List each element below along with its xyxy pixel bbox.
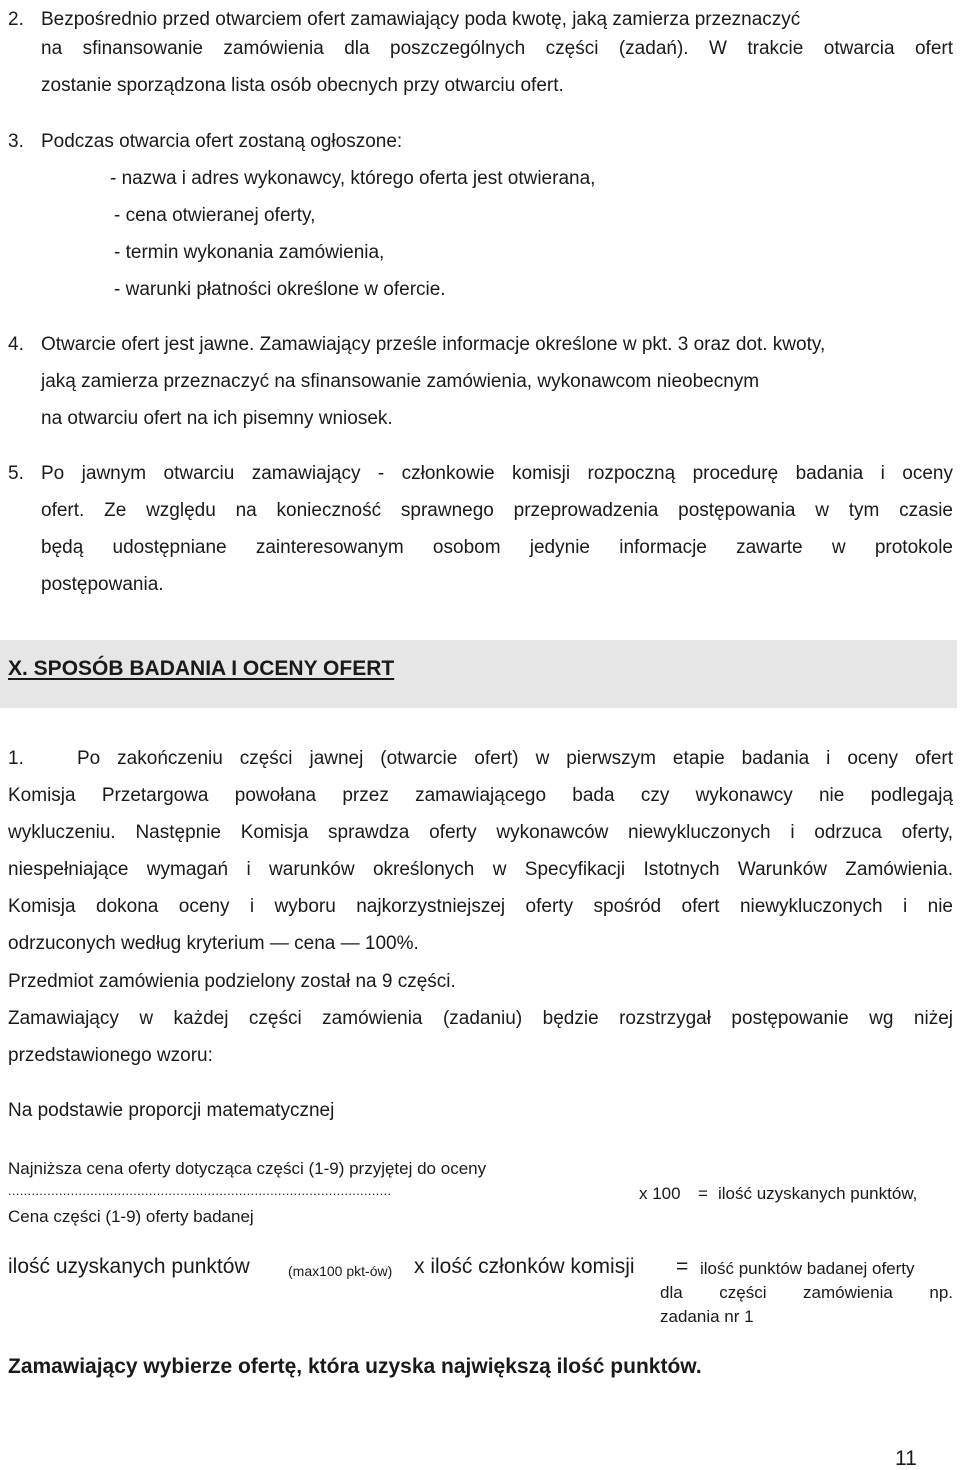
- para-1-line-7: Przedmiot zamówienia podzielony został na 9 części.: [8, 971, 456, 992]
- conclusion: Zamawiający wybierze ofertę, która uzyska największą ilość punktów.: [8, 1355, 702, 1378]
- item-3-bullet: - warunki płatności określone w ofercie.: [114, 279, 446, 300]
- item-4-line-1: Otwarcie ofert jest jawne. Zamawiający prześle informacje określone w pkt. 3 oraz dot. kwoty,: [41, 334, 826, 355]
- para-1-line-2: Komisja Przetargowa powołana przez zamawiającego bada czy wykonawcy nie podlegają: [8, 785, 953, 806]
- para-1-line-3: wykluczeniu. Następnie Komisja sprawdza oferty wykonawców niewykluczonych i odrzuca oferty,: [8, 822, 953, 843]
- formula-1-fraction-dots: ..................................................................................................: [8, 1183, 392, 1198]
- item-4-line-2: jaką zamierza przeznaczyć na sfinansowanie zamówienia, wykonawcom nieobecnym: [41, 371, 760, 392]
- formula-1-denominator: Cena części (1-9) oferty badanej: [8, 1207, 254, 1226]
- para-1-line-8: Zamawiający w każdej części zamówienia (zadaniu) będzie rozstrzygał postępowanie wg niżej: [8, 1008, 953, 1029]
- para-1-line-6: odrzuconych według kryterium — cena — 100%.: [8, 933, 419, 954]
- page-number: 11: [895, 1447, 917, 1470]
- item-3-bullet: - cena otwieranej oferty,: [114, 205, 316, 226]
- para-1-line-1: Po zakończeniu części jawnej (otwarcie ofert) w pierwszym etapie badania i oceny ofert: [77, 748, 953, 769]
- formula-2-equals: =: [676, 1255, 689, 1278]
- para-1-line-10: Na podstawie proporcji matematycznej: [8, 1100, 335, 1121]
- item-2-number: 2.: [8, 9, 24, 30]
- item-2-line-2: na sfinansowanie zamówienia dla poszczególnych części (zadań). W trakcie otwarcia ofert: [41, 38, 953, 59]
- item-5-number: 5.: [8, 463, 24, 484]
- item-4-line-3: na otwarciu ofert na ich pisemny wniosek.: [41, 408, 393, 429]
- item-4-number: 4.: [8, 334, 24, 355]
- item-5-line-1: Po jawnym otwarciu zamawiający - członkowie komisji rozpoczną procedurę badania i oceny: [41, 463, 953, 484]
- item-2-line-1: Bezpośrednio przed otwarciem ofert zamawiający poda kwotę, jaką zamierza przeznaczyć: [41, 9, 801, 30]
- item-5-line-3: będą udostępniane zainteresowanym osobom jedynie informacje zawarte w protokole: [41, 537, 953, 558]
- para-1-line-4: niespełniające wymagań i warunków określonych w Specyfikacji Istotnych Warunków Zamówienia.: [8, 859, 953, 880]
- formula-2-result-line-3: zadania nr 1: [660, 1307, 754, 1326]
- item-3-number: 3.: [8, 131, 24, 152]
- section-heading: X. SPOSÓB BADANIA I OCENY OFERT: [8, 657, 395, 680]
- formula-2-part-2: x ilość członków komisji: [414, 1255, 635, 1278]
- para-1-number: 1.: [8, 748, 24, 769]
- formula-2-part-1: ilość uzyskanych punktów: [8, 1255, 250, 1278]
- formula-1-multiplier: x 100: [639, 1184, 681, 1203]
- para-1-line-5: Komisja dokona oceny i wyboru najkorzystniejszej oferty spośród ofert niewykluczonych i nie: [8, 896, 953, 917]
- item-3-bullet: - termin wykonania zamówienia,: [114, 242, 385, 263]
- formula-1-numerator: Najniższa cena oferty dotycząca części (1-9) przyjętej do oceny: [8, 1159, 487, 1178]
- formula-1-equals: =: [698, 1184, 708, 1203]
- item-2-line-3: zostanie sporządzona lista osób obecnych przy otwarciu ofert.: [41, 75, 564, 96]
- formula-2-result-line-1: ilość punktów badanej oferty: [700, 1259, 915, 1278]
- item-5-line-2: ofert. Ze względu na konieczność sprawnego przeprowadzenia postępowania w tym czasie: [41, 500, 953, 521]
- item-3-intro: Podczas otwarcia ofert zostaną ogłoszone:: [41, 131, 403, 152]
- para-1-line-9: przedstawionego wzoru:: [8, 1045, 213, 1066]
- item-5-line-4: postępowania.: [41, 574, 164, 595]
- formula-2-result-line-2: dla części zamówienia np.: [660, 1283, 953, 1302]
- formula-2-note: (max100 pkt-ów): [288, 1263, 393, 1279]
- formula-1-result: ilość uzyskanych punktów,: [718, 1184, 918, 1203]
- item-3-bullet: - nazwa i adres wykonawcy, którego oferta jest otwierana,: [110, 168, 596, 189]
